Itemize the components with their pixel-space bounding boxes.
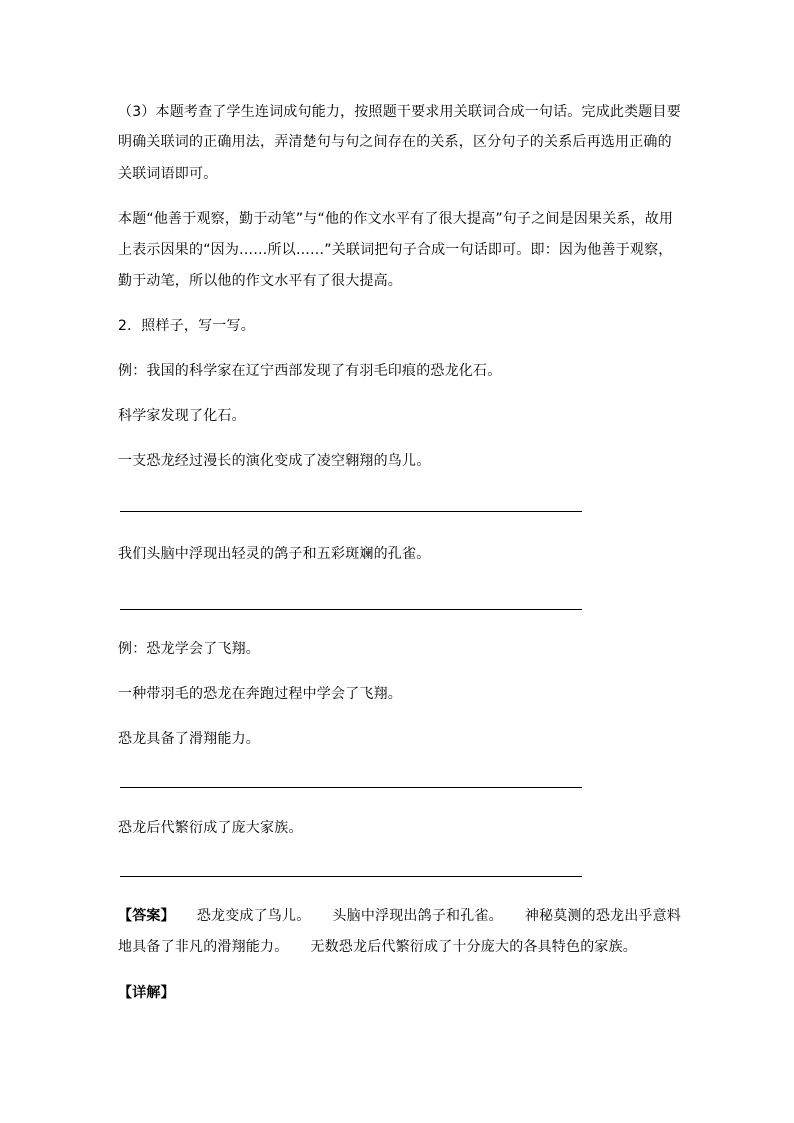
example-1-simplified: 科学家发现了化石。: [118, 408, 246, 424]
answer-3-part-2: 地具备了非凡的滑翔能力。: [118, 939, 289, 955]
exercise-item-3: 恐龙具备了滑翔能力。: [118, 731, 260, 747]
question-title: 2．照样子，写一写。: [118, 318, 255, 334]
explanation-paragraph-2-line-3: 勤于动笔，所以他的作文水平有了很大提高。: [118, 273, 402, 289]
answer-line-4[interactable]: [120, 876, 582, 877]
exercise-item-2: 我们头脑中浮现出轻灵的鸽子和五彩斑斓的孔雀。: [118, 546, 431, 562]
answer-line-first: [118, 906, 681, 926]
answer-4: 无数恐龙后代繁衍成了十分庞大的各具特色的家族。: [310, 939, 638, 955]
explanation-paragraph-1-line-3: 关联词语即可。: [118, 166, 218, 182]
explanation-paragraph-1-line-1: （3）本题考查了学生连词成句能力，按照题干要求用关联词合成一句话。完成此类题目要: [118, 104, 681, 120]
answer-label: 【答案】: [118, 908, 175, 924]
example-2-original: 例：恐龙学会了飞翔。: [118, 641, 260, 657]
answer-line-2[interactable]: [120, 609, 582, 610]
explanation-paragraph-2-line-1: 本题“他善于观察，勤于动笔”与“他的作文水平有了很大提高”句子之间是因果关系，故用: [118, 211, 674, 227]
answer-line-second: [118, 937, 637, 957]
answer-3-part-1: 神秘莫测的恐龙出乎意料: [524, 908, 682, 924]
explanation-paragraph-1-line-2: 明确关联词的正确用法，弄清楚句与句之间存在的关系，区分句子的关系后再选用正确的: [118, 134, 672, 150]
exercise-item-4: 恐龙后代繁衍成了庞大家族。: [118, 820, 303, 836]
answer-1: 恐龙变成了鸟儿。: [196, 908, 311, 924]
example-1-original: 例：我国的科学家在辽宁西部发现了有羽毛印痕的恐龙化石。: [118, 363, 502, 379]
exercise-item-1: 一支恐龙经过漫长的演化变成了凌空翱翔的鸟儿。: [118, 453, 431, 469]
explanation-paragraph-2-line-2: 上表示因果的“因为……所以……”关联词把句子合成一句话即可。即：因为他善于观察，: [118, 242, 673, 258]
answer-line-3[interactable]: [120, 787, 582, 788]
detail-label: 【详解】: [118, 985, 175, 1001]
answer-line-1[interactable]: [120, 511, 582, 512]
answer-2: 头脑中浮现出鸽子和孔雀。: [332, 908, 503, 924]
example-2-expanded: 一种带羽毛的恐龙在奔跑过程中学会了飞翔。: [118, 686, 402, 702]
